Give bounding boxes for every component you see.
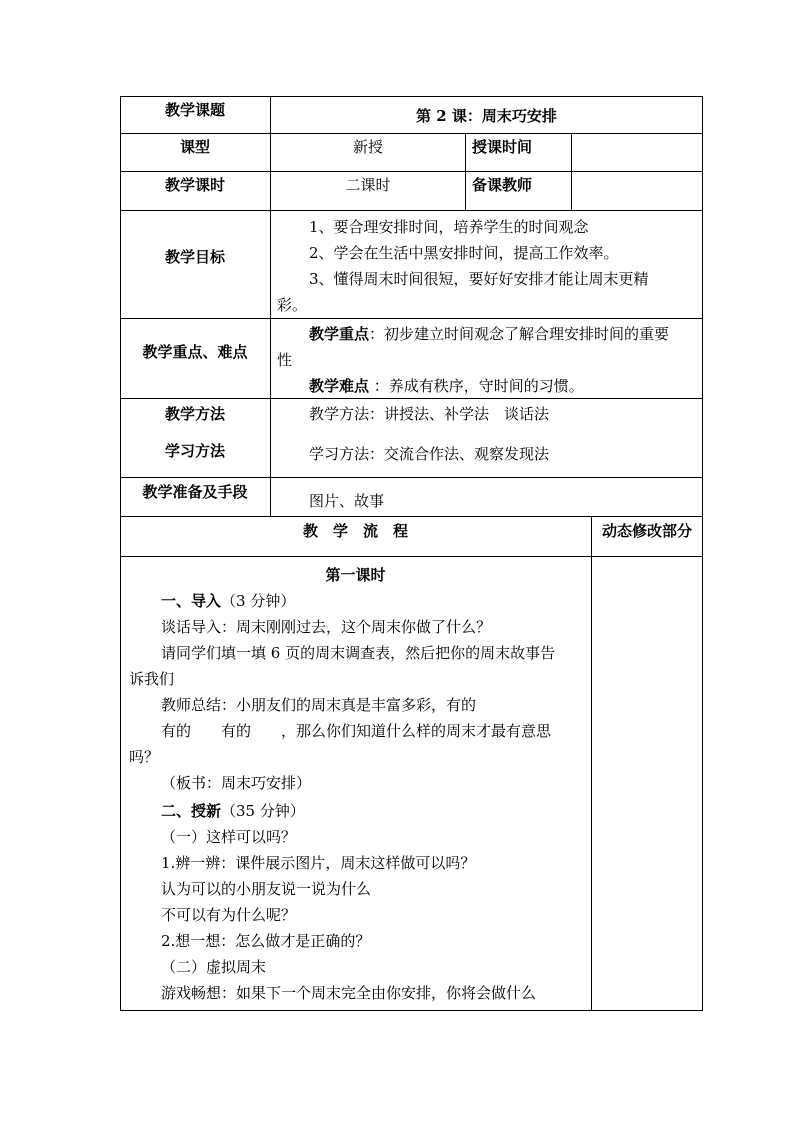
flow-line: （二）虚拟周末 [161, 958, 267, 976]
column-divider [465, 133, 466, 210]
flow-line: 游戏畅想：如果下一个周末完全由你安排，你将会做什么 [161, 984, 537, 1002]
prep-text: 图片、故事 [309, 492, 385, 510]
goal-line: 彩。 [277, 296, 308, 314]
teach-method-label: 教学方法 [164, 405, 225, 423]
row-divider [120, 210, 703, 211]
column-divider [571, 133, 572, 210]
type-label: 课型 [179, 138, 210, 156]
row-divider [120, 516, 703, 517]
side-title: 动态修改部分 [601, 522, 692, 540]
row-divider [120, 477, 703, 478]
teach-method-text: 教学方法：讲授法、补学法 谈话法 [309, 405, 550, 423]
table-border-bottom [120, 1010, 703, 1011]
topic-value: 第 2 课：周末巧安排 [416, 107, 557, 125]
flow-title: 教 学 流 程 [302, 522, 408, 540]
flow-line: 不可以有为什么呢？ [161, 906, 297, 924]
learn-method-text: 学习方法：交流合作法、观察发现法 [309, 445, 550, 463]
key-point-text: ：初步建立时间观念了解合理安排时间的重要 [369, 325, 670, 343]
row-divider [120, 133, 703, 134]
key-point-label: 教学重点 [309, 325, 370, 343]
goals-label: 教学目标 [164, 248, 225, 266]
flow-line: 教师总结：小朋友们的周末真是丰富多彩，有的 [161, 696, 477, 714]
row-divider [120, 398, 703, 399]
goal-line: 1、要合理安排时间，培养学生的时间观念 [309, 218, 589, 236]
row-divider [120, 171, 703, 172]
difficulty [309, 376, 584, 396]
flow-line: 认为可以的小朋友说一说为什么 [161, 880, 372, 898]
flow-line: 2.想一想：怎么做才是正确的？ [161, 932, 371, 950]
table-border-right [702, 96, 703, 1011]
hours-value: 二课时 [345, 176, 391, 194]
time-label: 授课时间 [472, 138, 533, 156]
difficulty-label: 教学难点 [309, 377, 370, 395]
section-heading: 一、导入 [161, 592, 222, 610]
table-border-left [120, 96, 121, 1011]
flow-line: 请同学们填一填 6 页的周末调查表，然后把你的周末故事告 [161, 644, 556, 662]
teacher-label: 备课教师 [472, 176, 533, 194]
table-border-top [120, 96, 703, 97]
column-divider [591, 516, 592, 1010]
row-divider [120, 556, 703, 557]
flow-line: 一、导入（3 分钟） [161, 592, 296, 610]
difficulty-text: ：养成有秩序，守时间的习惯。 [369, 377, 584, 395]
focus-label: 教学重点、难点 [142, 343, 248, 361]
section-heading: 二、授新 [161, 802, 222, 820]
flow-line: 二、授新（35 分钟） [161, 802, 305, 820]
flow-line: （一）这样可以吗？ [161, 828, 297, 846]
key-point [309, 324, 669, 344]
lesson-title: 第一课时 [325, 566, 386, 584]
flow-line: 吗？ [129, 748, 160, 766]
prep-label: 教学准备及手段 [142, 483, 248, 501]
topic-label: 教学课题 [164, 101, 225, 119]
flow-line: 有的 有的 ，那么你们知道什么样的周末才最有意思 [161, 722, 552, 740]
goal-line: 3、懂得周末时间很短，要好好安排才能让周末更精 [309, 270, 649, 288]
type-value: 新授 [352, 138, 383, 156]
flow-line: 诉我们 [129, 670, 175, 688]
key-point-text-cont: 性 [277, 351, 293, 369]
flow-line: 1.辨一辨：课件展示图片，周末这样做可以吗？ [161, 854, 476, 872]
hours-label: 教学课时 [164, 176, 225, 194]
row-divider [120, 318, 703, 319]
learn-method-label: 学习方法 [164, 442, 225, 460]
goal-line: 2、学会在生活中黑安排时间，提高工作效率。 [309, 244, 619, 262]
column-divider [270, 96, 271, 516]
flow-line: （板书：周末巧安排） [161, 774, 312, 792]
flow-line: 谈话导入：周末刚刚过去，这个周末你做了什么？ [161, 618, 492, 636]
